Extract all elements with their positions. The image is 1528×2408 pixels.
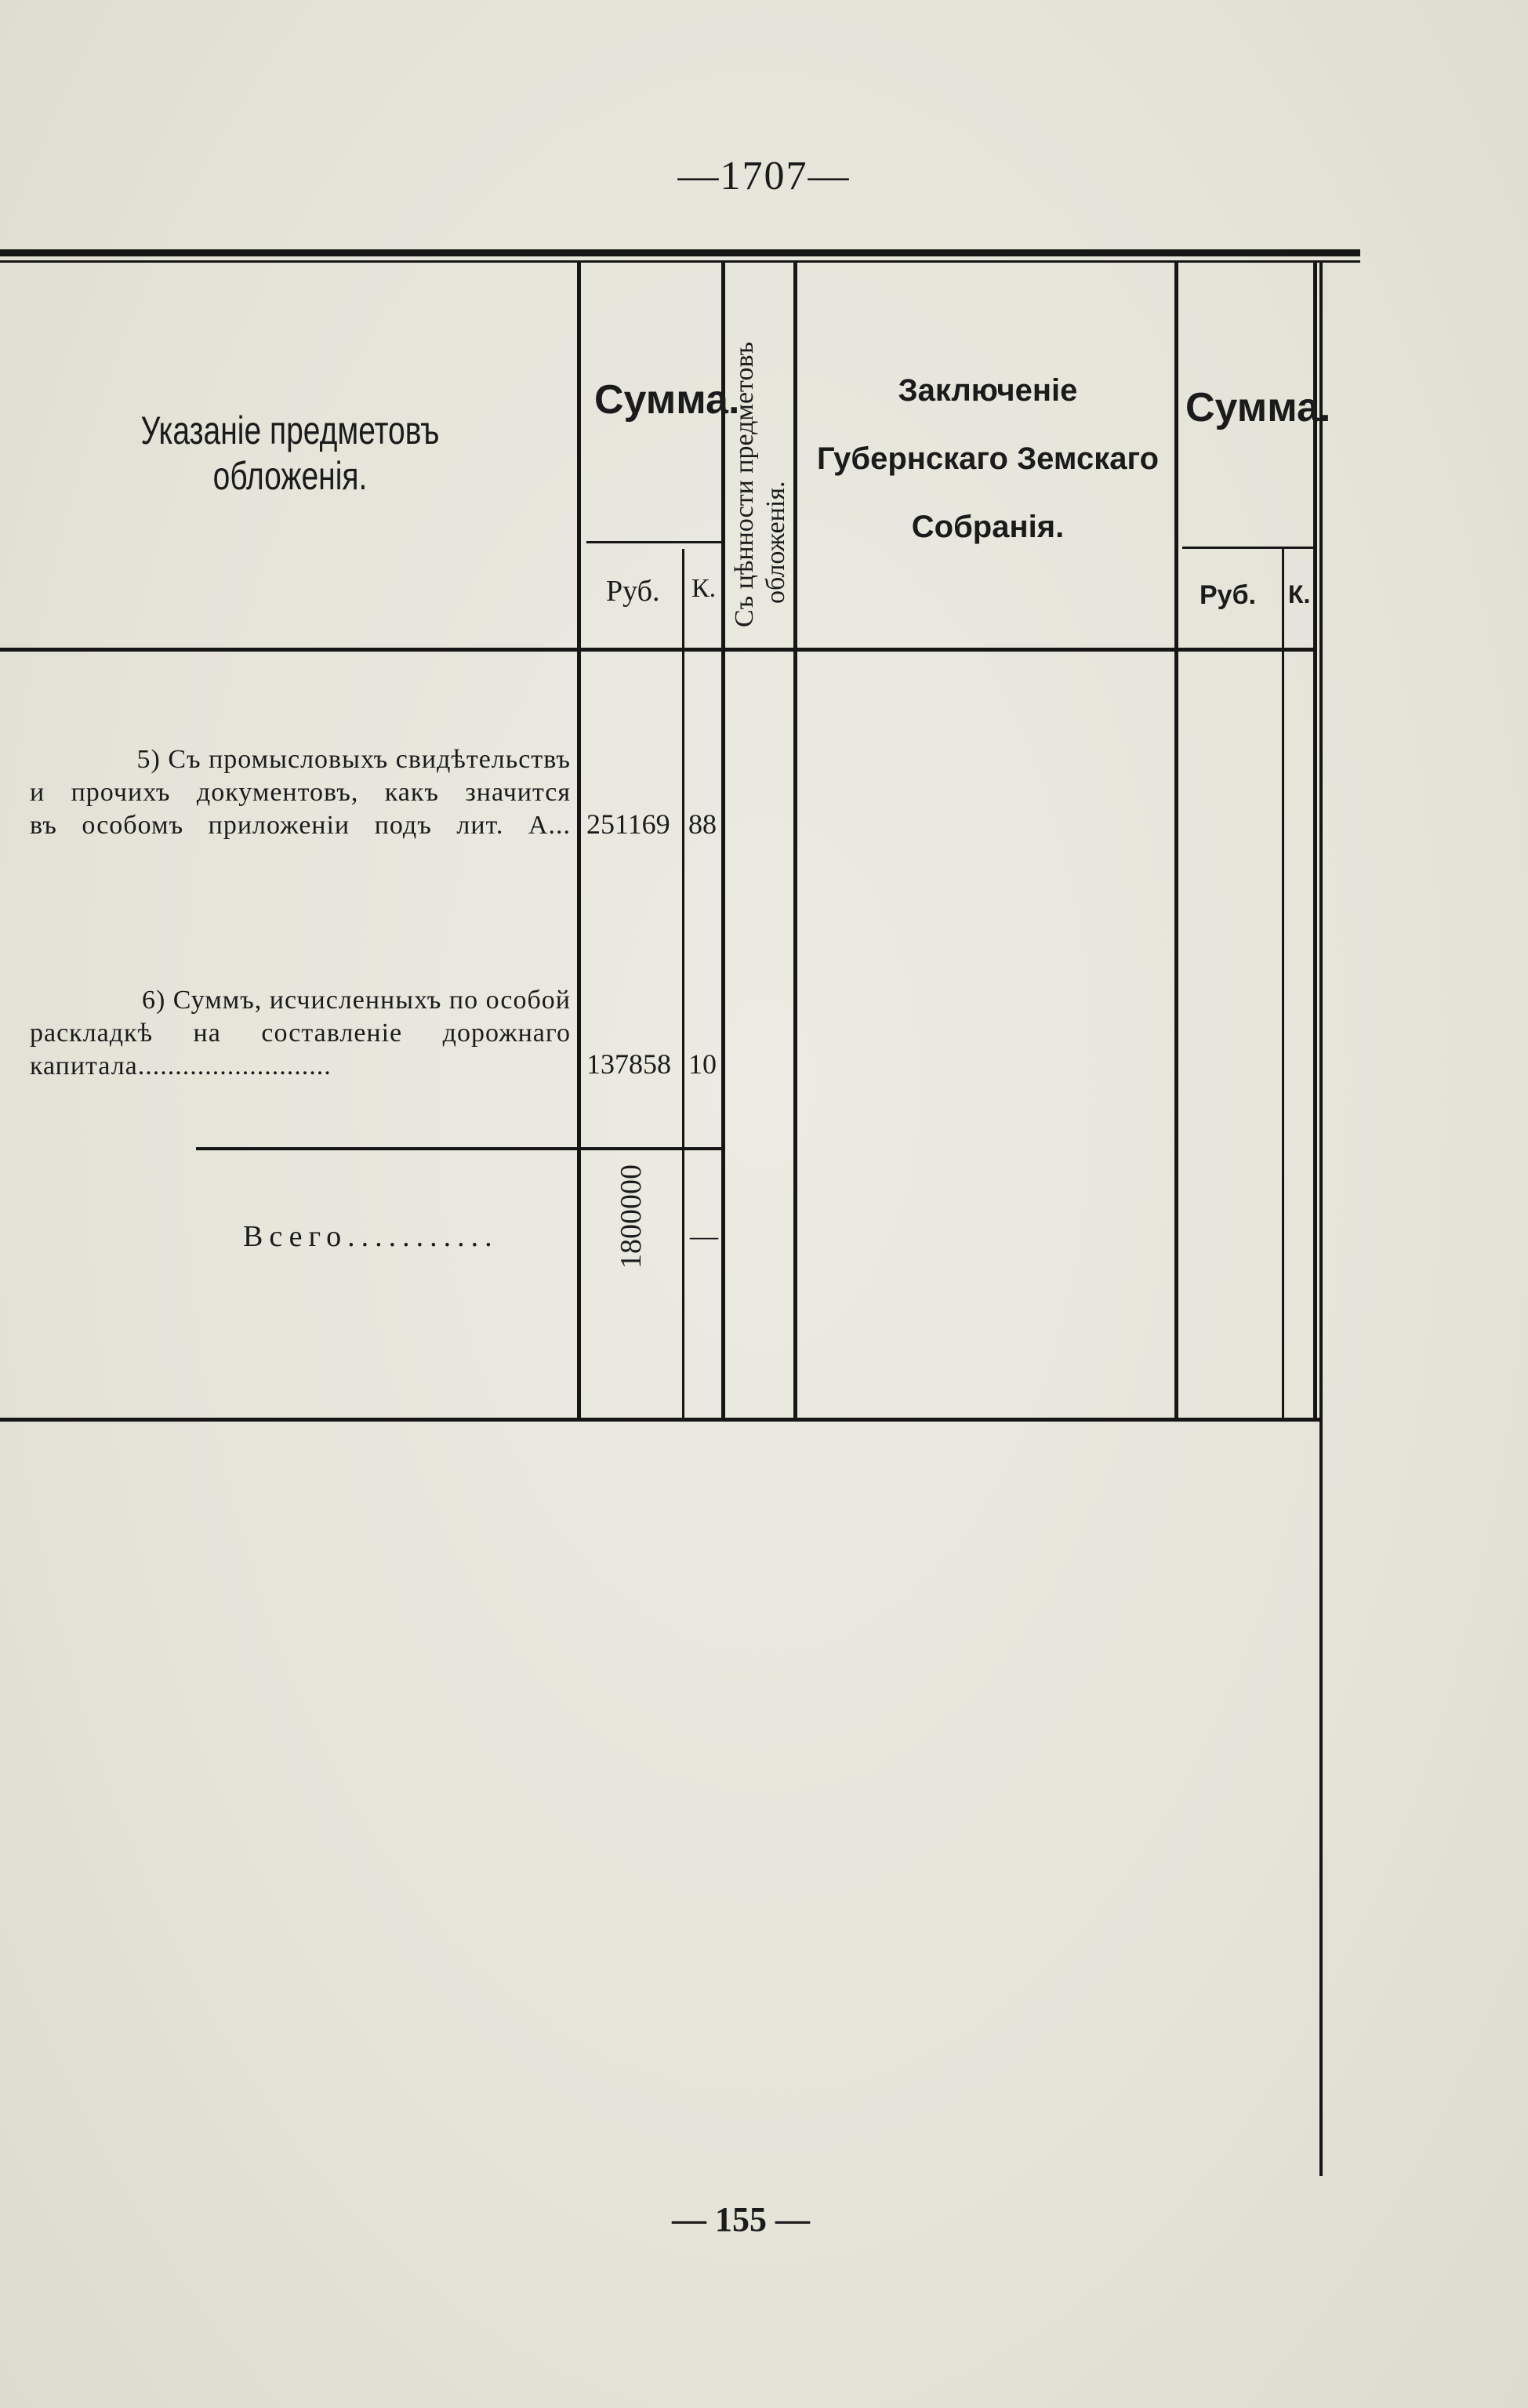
col-line-right-2: [1319, 263, 1323, 2176]
row-6-kop: 10: [688, 1048, 717, 1080]
total-label: Всего...........: [243, 1220, 499, 1253]
row-5-kop: 88: [688, 808, 717, 840]
header-kop-2: К.: [1288, 580, 1311, 608]
row-5-line-2: и прочихъ документовъ, какъ значится: [30, 778, 571, 807]
col-line-rub-kop: [682, 549, 684, 1419]
bottom-rule: [0, 1418, 1321, 1422]
page-header-number: —1707—: [677, 154, 851, 198]
row-6-line-2: раскладкѣ на составленіе дорожнаго: [30, 1019, 571, 1048]
header-rub-2: Руб.: [1200, 580, 1257, 610]
header-kop: К.: [691, 574, 717, 603]
table-row: [30, 984, 571, 1083]
col-line-right-1: [1313, 263, 1317, 1419]
header-sum-2: Сумма.: [1185, 385, 1331, 430]
row-6-line-3: капитала..........................: [30, 1051, 332, 1081]
header-conclusion: [800, 357, 1176, 561]
row-5-line-1: 5) Съ промысловыхъ свидѣтельствъ: [136, 745, 571, 774]
header-value-line2: обложенія.: [761, 481, 790, 604]
header-conclusion-line2: Губернскаго Земскаго: [816, 441, 1160, 476]
header-subject: Указаніе предметовъ обложенія.: [140, 409, 440, 498]
header-divider: [0, 648, 1317, 652]
row-5-line-3: въ особомъ приложеніи подъ лит. А...: [30, 811, 571, 840]
top-double-rule: [0, 249, 1360, 256]
total-rub: 1800000: [615, 1164, 648, 1269]
page-footer-number: — 155 —: [672, 2200, 810, 2239]
row-5-rub: 251169: [586, 808, 670, 840]
header-rub: Руб.: [606, 575, 660, 608]
col-line-subject: [577, 263, 581, 1419]
col-line-sum: [721, 263, 725, 1419]
header-conclusion-line3: Собранія.: [911, 510, 1065, 544]
total-separator: [196, 1147, 721, 1150]
sum2-subheader-rule: [1182, 547, 1313, 549]
header-sum: Сумма.: [594, 377, 740, 423]
total-kop: —: [690, 1220, 718, 1251]
row-6-rub: 137858: [586, 1048, 671, 1080]
top-thin-rule: [0, 260, 1360, 263]
col-line-value: [793, 263, 797, 1419]
table-row: [30, 743, 571, 842]
row-6-line-1: 6) Суммъ, исчисленныхъ по особой: [141, 986, 571, 1015]
total-separator-kop: [685, 1147, 721, 1150]
col-line-rub-kop-2: [1282, 549, 1284, 1419]
sum-subheader-rule: [586, 541, 721, 543]
header-conclusion-line1: Заключеніе: [898, 373, 1078, 408]
header-value-line1: Съ цѣнности предметовъ: [730, 341, 759, 627]
